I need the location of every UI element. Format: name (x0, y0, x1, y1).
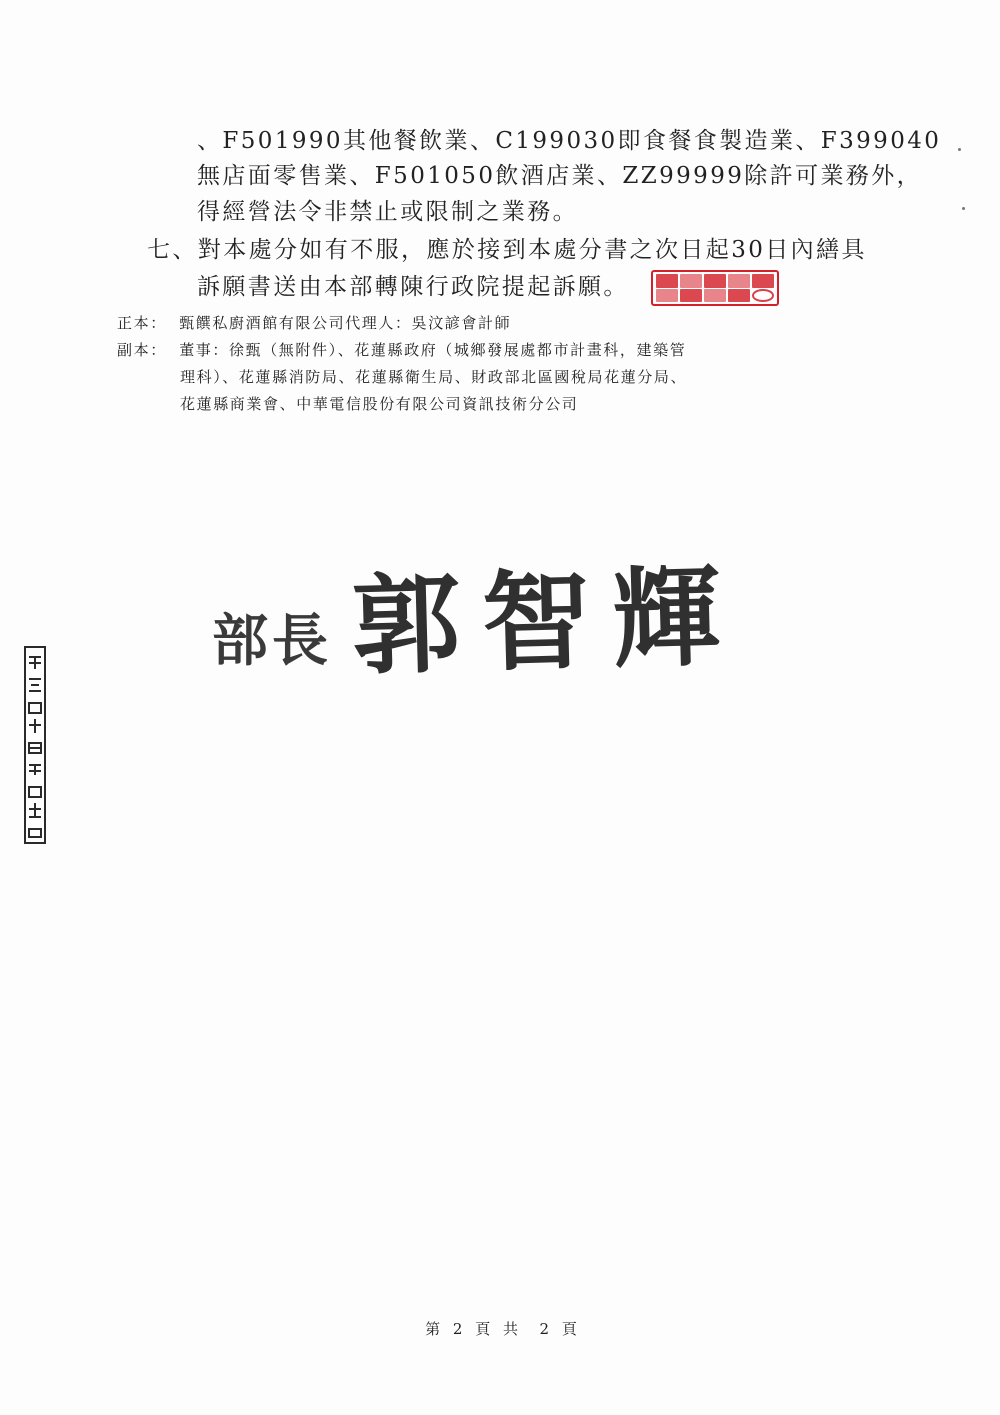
body-line-4-appeal: 七、對本處分如有不服，應於接到本處分書之次日起30日內繕具 (147, 237, 867, 263)
copy-label: 副本： (117, 341, 167, 359)
signature-title: 部長 (212, 608, 332, 674)
scan-speck (962, 207, 965, 210)
original-recipient-line (117, 312, 511, 333)
signature-name: 郭智輝 (350, 553, 744, 691)
scan-speck (958, 148, 961, 151)
binding-edge-stamp-icon (23, 645, 47, 845)
body-line-1: 、F501990其他餐飲業、C199030即食餐食製造業、F399040 (197, 128, 942, 154)
copy-recipients-3: 花蓮縣商業會、中華電信股份有限公司資訊技術分公司 (180, 395, 579, 413)
binding-edge-stamp (23, 645, 47, 845)
official-seal-stamp (651, 270, 779, 306)
copy-recipient-line-1 (117, 339, 686, 360)
page-footer: 第 2 頁 共 2 頁 (425, 1320, 581, 1338)
copy-recipients-1: 董事：徐甄（無附件）、花蓮縣政府（城鄉發展處都市計畫科，建築管 (179, 341, 687, 359)
original-recipient: 甄饌私廚酒館有限公司代理人：吳汶諺會計師 (179, 314, 512, 332)
body-line-2: 無店面零售業、F501050飲酒店業、ZZ99999除許可業務外， (197, 163, 923, 189)
copy-recipients-2: 理科）、花蓮縣消防局、花蓮縣衛生局、財政部北區國稅局花蓮分局、 (180, 368, 688, 386)
body-line-3: 得經營法令非禁止或限制之業務。 (197, 199, 578, 225)
minister-signature (212, 555, 744, 695)
body-line-5-appeal: 訴願書送由本部轉陳行政院提起訴願。 (197, 274, 629, 300)
original-label: 正本： (117, 314, 167, 332)
